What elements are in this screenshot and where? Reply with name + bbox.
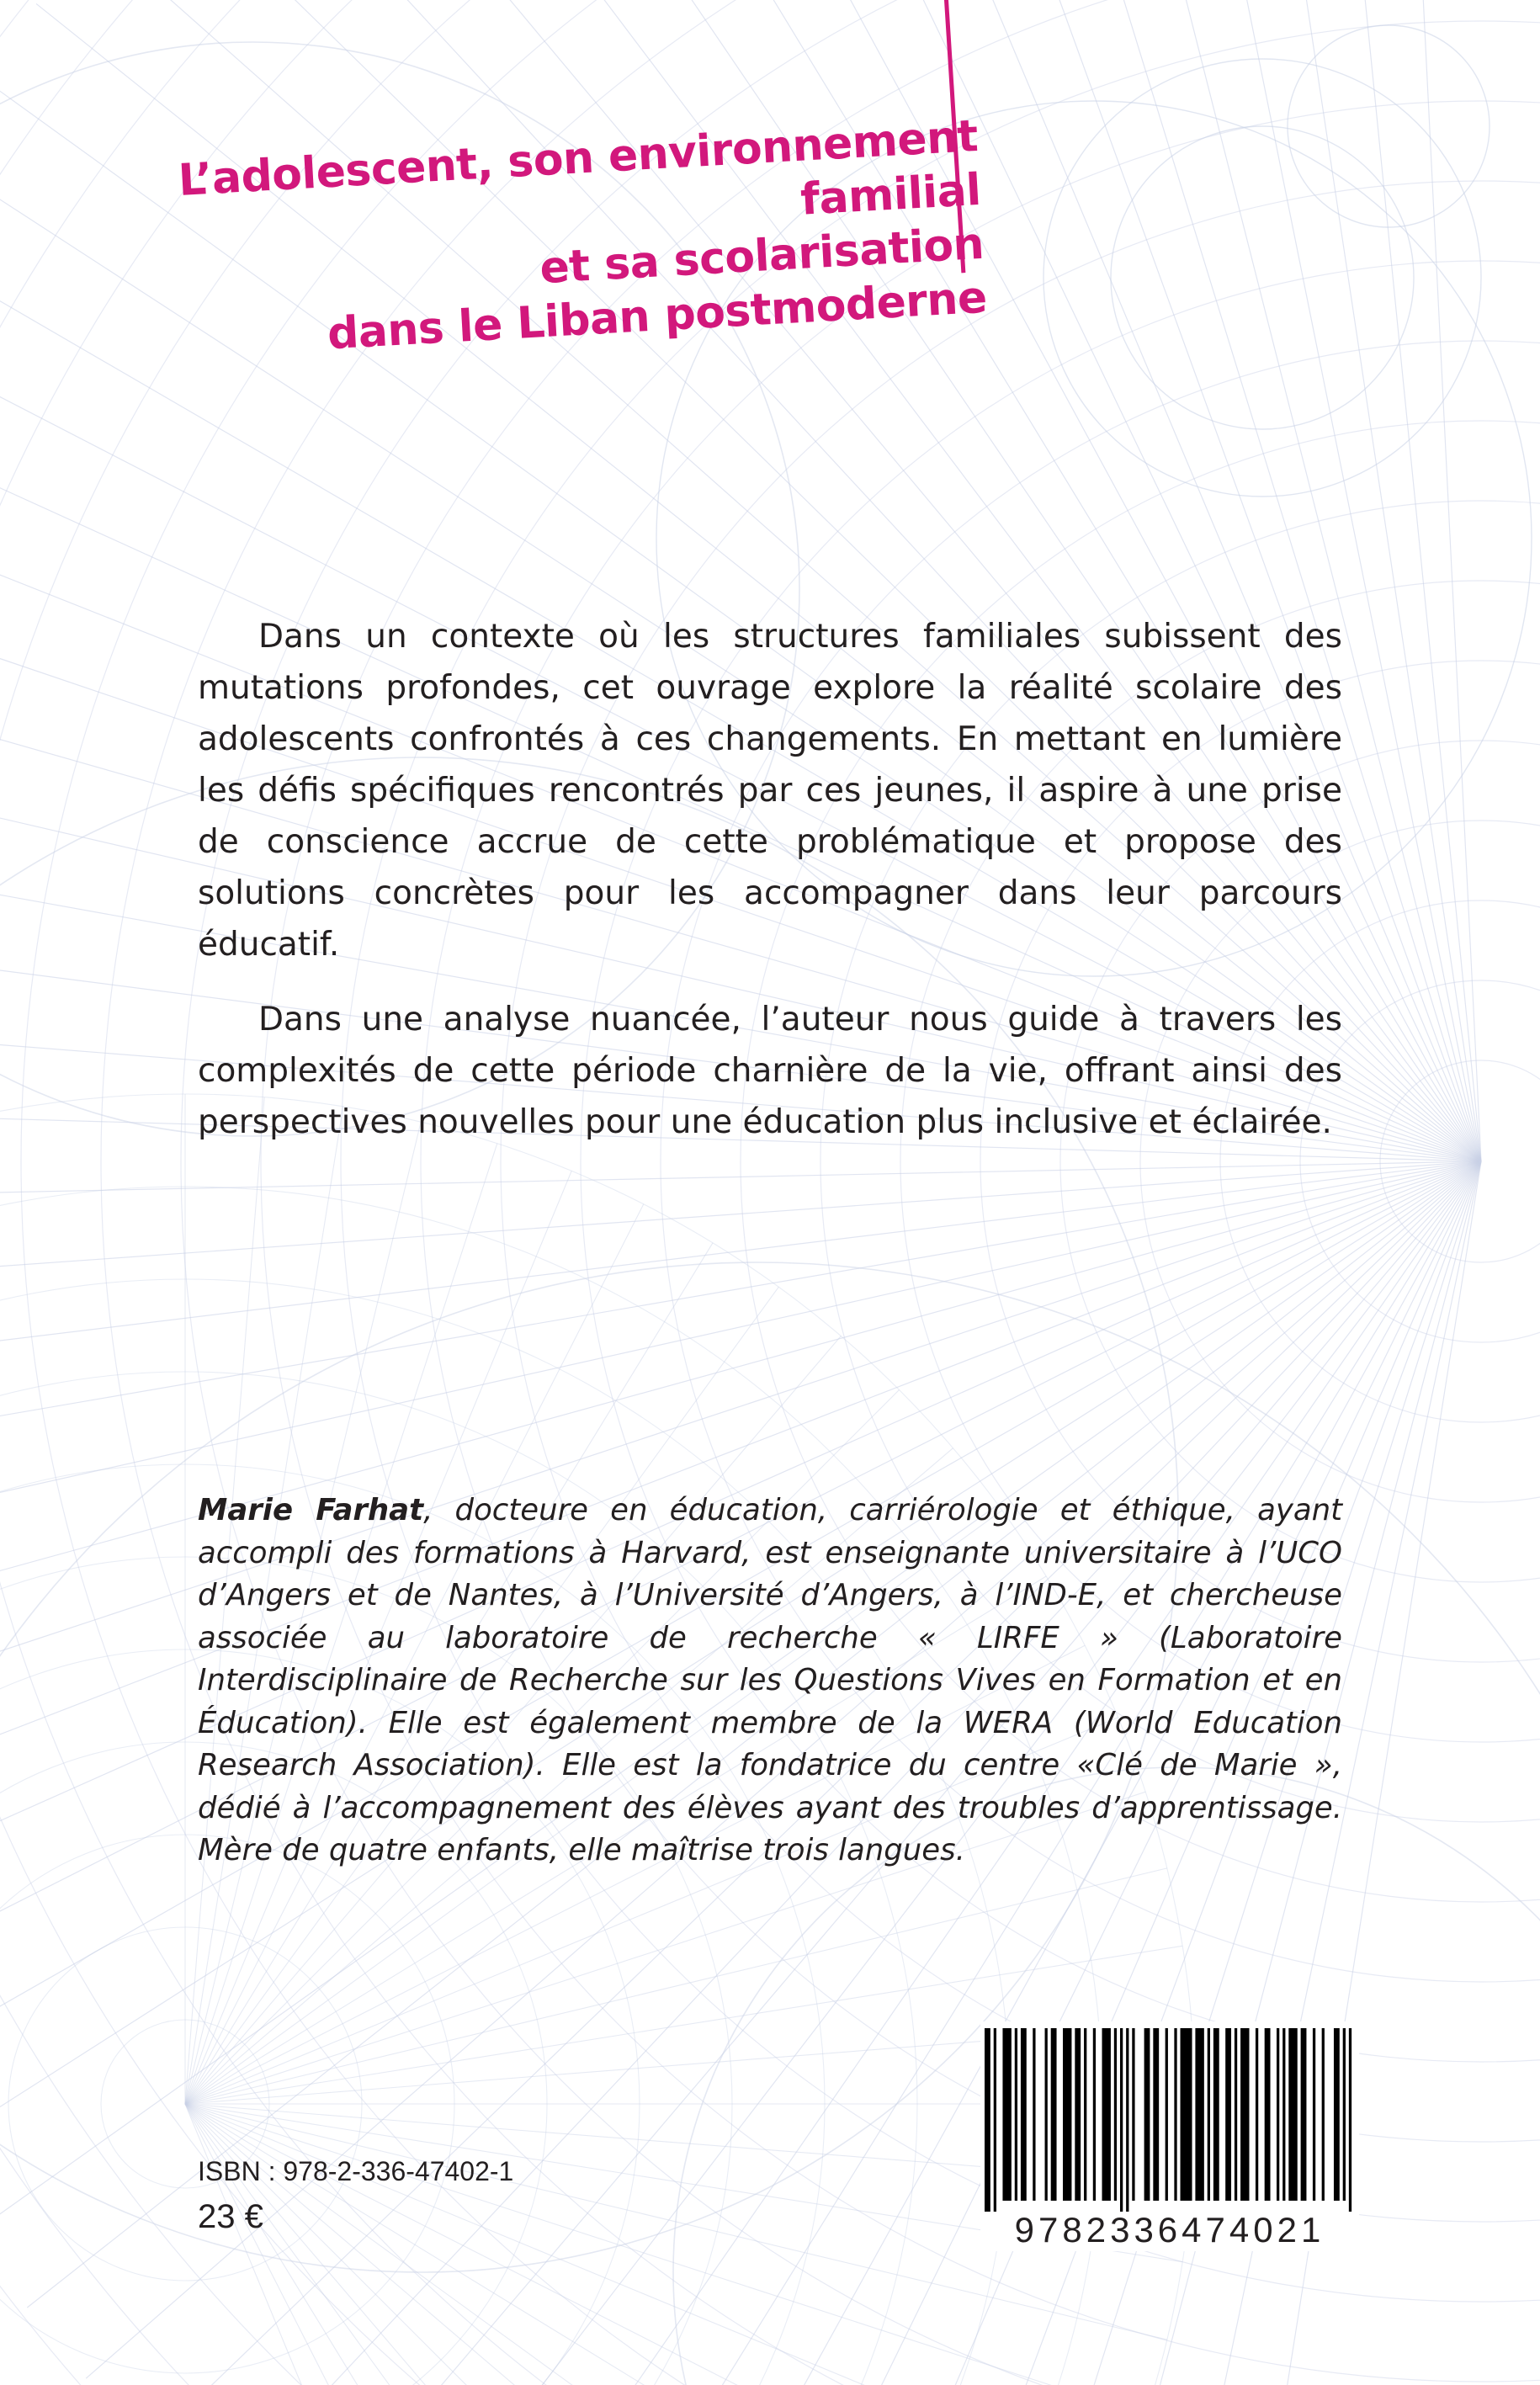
author-bio [198, 1490, 1342, 1872]
barcode [980, 2021, 1359, 2251]
author-name: Marie Farhat [198, 1493, 424, 1527]
bg-circle [1288, 25, 1490, 227]
barcode-bar [1166, 2028, 1168, 2201]
barcode-bar [1240, 2028, 1249, 2201]
summary-paragraph: Dans un contexte où les structures familiales subissent des mutations profondes, cet ouvrage explore la réalité scolaire des adolescents confrontés à ces changements. En mettant en lumière les défis spécifiques rencontrés par ces jeunes, il aspire à une prise de conscience accrue de cette problématique et propose des solutions concrètes pour les accompagner dans leur parcours éducatif. [198, 618, 1342, 964]
barcode-bar [1153, 2028, 1159, 2201]
book-summary [198, 611, 1342, 1171]
barcode-bar [1174, 2028, 1176, 2201]
barcode-bar [1144, 2028, 1150, 2201]
bg-ray [0, 1161, 1481, 1475]
barcode-bar [1015, 2028, 1017, 2201]
barcode-bar [1075, 2028, 1081, 2201]
barcode-bar [1045, 2028, 1048, 2201]
barcode-bar [985, 2028, 990, 2212]
barcode-bar [1301, 2028, 1307, 2201]
price: 23 € [198, 2198, 263, 2235]
barcode-bar [1313, 2028, 1315, 2201]
barcode-bar [1235, 2028, 1237, 2201]
barcode-bar [1334, 2028, 1340, 2201]
book-title-line-1: L’adolescent, son environnement familial [177, 110, 983, 226]
barcode-bar [1225, 2028, 1231, 2201]
barcode-bar [1063, 2028, 1071, 2201]
barcode-bar [1093, 2028, 1096, 2201]
bg-ray [185, 2104, 841, 2385]
barcode-bar [1084, 2028, 1086, 2201]
barcode-bar [1051, 2028, 1057, 2201]
barcode-bar [1002, 2028, 1011, 2201]
barcode-bar [1181, 2028, 1192, 2201]
barcode-bar [1343, 2028, 1346, 2201]
barcode-bar [994, 2028, 996, 2212]
barcode-bar [1322, 2028, 1325, 2201]
barcode-bar [1033, 2028, 1035, 2201]
barcode-bar [1277, 2028, 1279, 2201]
bg-ray [185, 2104, 1085, 2385]
isbn: ISBN : 978-2-336-47402-1 [198, 2156, 514, 2186]
barcode-bar [1288, 2028, 1297, 2201]
barcode-bar [1102, 2028, 1111, 2201]
barcode-bar [1114, 2028, 1117, 2201]
bg-circle [1111, 126, 1414, 429]
barcode-bar [1021, 2028, 1027, 2201]
barcode-bar [1265, 2028, 1271, 2201]
barcode-bar [1195, 2028, 1203, 2201]
bg-ray [185, 2104, 1002, 2385]
barcode-bar [1213, 2028, 1219, 2201]
barcode-bars [985, 2028, 1351, 2212]
barcode-bar [1126, 2028, 1128, 2212]
book-title-line-3: dans le Liban postmoderne [326, 272, 989, 360]
summary-paragraph: Dans une analyse nuancée, l’auteur nous guide à travers les complexités de cette période charnière de la vie, offrant ainsi des perspectives nouvelles pour une éducation plus inclusive et éclairée. [198, 1001, 1342, 1141]
barcode-bar [1208, 2028, 1210, 2201]
barcode-bar [1349, 2028, 1351, 2212]
barcode-bar [1282, 2028, 1285, 2201]
bg-ray [0, 1161, 1481, 1384]
barcode-bar [1120, 2028, 1123, 2212]
author-bio-text: , docteure en éducation, carriérologie et éthique, ayant accompli des formations à Harvard, est enseignante universitaire à l’UCO d’Angers et de Nantes, à l’Université d’Angers, à l’IND-E, et chercheuse associée au laboratoire de recherche « LIRFE » (Laboratoire Interdisciplinaire de Recherche sur les Questions Vives en Formation et en Éducation). Elle est également membre de la WERA (World Education Research Association). Elle est la fondatrice du centre «Clé de Marie », dédié à l’accompagnement des élèves ayant des troubles d’apprentissage. Mère de quatre enfants, elle maîtrise trois langues. [198, 1493, 1343, 1867]
book-title-line-2: et sa scolarisation [538, 218, 985, 295]
barcode-bar [1256, 2028, 1258, 2201]
bg-ray [185, 2104, 953, 2385]
barcode-bar [1132, 2028, 1134, 2201]
barcode-digits: 9782336474021 [1014, 2210, 1325, 2250]
